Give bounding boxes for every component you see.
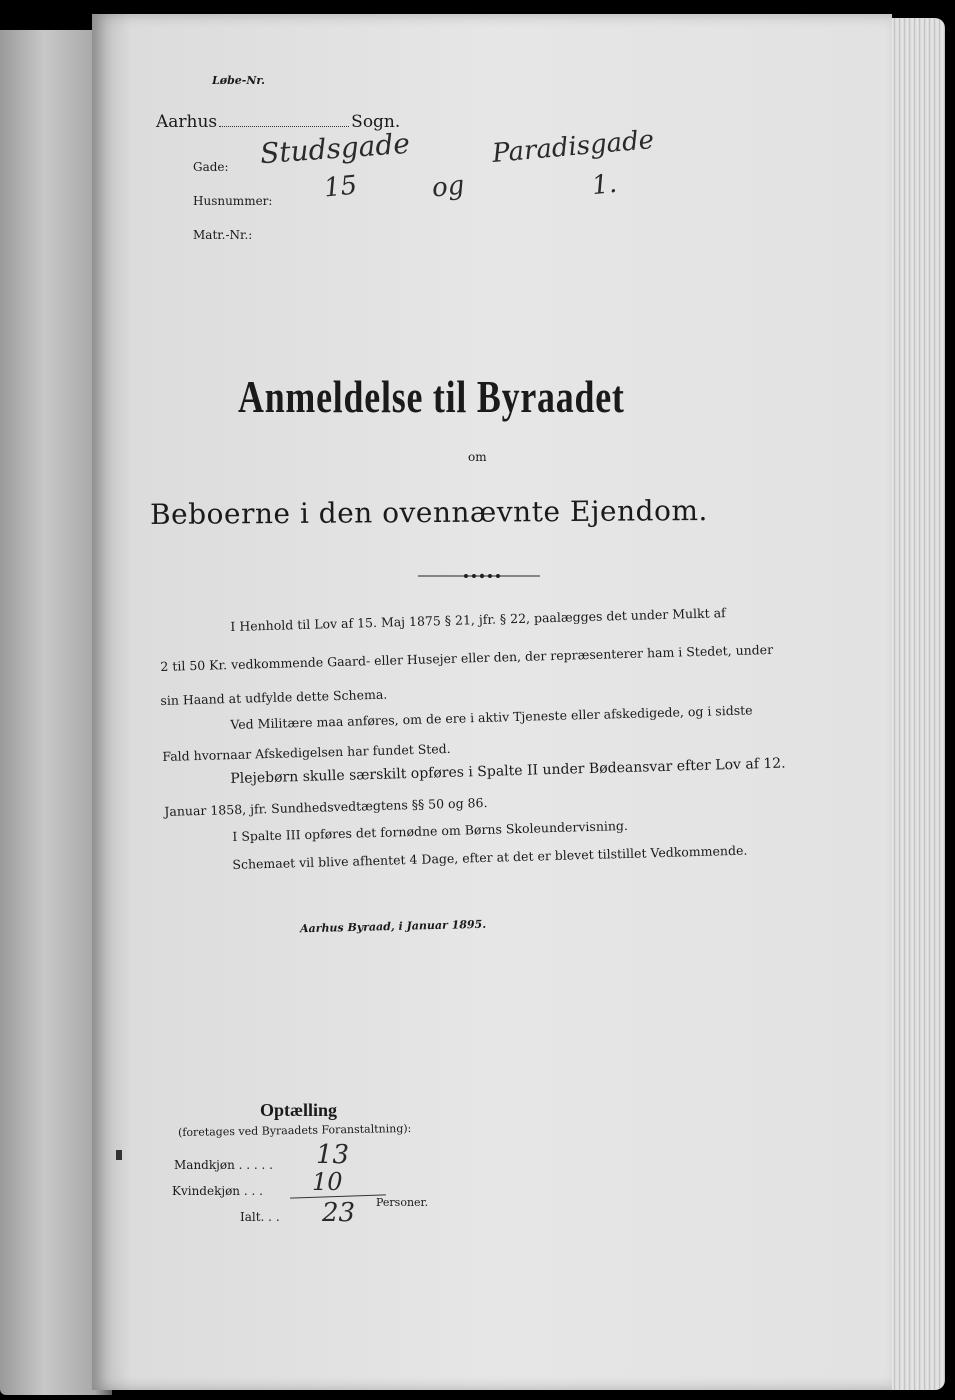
mandkjon-label: Mandkjøn . . . . .: [174, 1158, 273, 1172]
handwritten-street-2: Paradisgade: [491, 124, 656, 170]
handwritten-number-2: og: [430, 170, 466, 204]
mandkjon-value: 13: [316, 1140, 350, 1170]
kvindekjon-label: Kvindekjøn . . .: [172, 1184, 263, 1198]
sogn-blank: [219, 116, 349, 127]
ornamental-divider: [418, 572, 540, 580]
ialt-label: Ialt. . .: [240, 1210, 280, 1224]
handwritten-number-1: 15: [322, 170, 359, 204]
husnummer-label: Husnummer:: [193, 194, 273, 208]
matr-nr-label: Matr.-Nr.:: [193, 228, 253, 242]
optaelling-subtitle: (foretages ved Byraadets Foranstaltning):: [177, 1121, 412, 1140]
paragraph-3-line-2: Januar 1858, jfr. Sundhedsvedtægtens §§ 50 og 86.: [164, 794, 488, 819]
paragraph-initial: I: [230, 618, 236, 634]
sogn-label: Sogn.: [351, 112, 401, 132]
document-subtitle: Beboerne i den ovennævnte Ejendom.: [149, 494, 708, 531]
handwritten-number-3: 1.: [590, 168, 619, 202]
personer-label: Personer.: [376, 1196, 429, 1209]
paragraph-2-line-2: Fald hvornaar Afskedigelsen har fundet Sted.: [162, 740, 451, 764]
aarhus-label: Aarhus: [156, 112, 218, 132]
binding-thread: [116, 1150, 122, 1160]
om-label: om: [468, 450, 487, 464]
handwritten-street-1: Studsgade: [259, 126, 411, 171]
paragraph-2-line-1: Ved Militære maa anføres, om de ere i aktiv Tjeneste eller afskedigede, og i sidste: [230, 702, 753, 732]
paragraph-1-text-1: Henhold til Lov af 15. Maj 1875 § 21, jfr. § 22, paalægges det under Mulkt af: [239, 605, 726, 634]
lobe-nr-label: Løbe-Nr.: [212, 74, 265, 87]
paragraph-1-line-2: 2 til 50 Kr. vedkommende Gaard- eller Husejer eller den, der repræsenterer ham i Stedet, under: [160, 641, 774, 674]
paragraph-1-line-3: sin Haand at udfylde dette Schema.: [160, 686, 388, 708]
paragraph-5: Schemaet vil blive afhentet 4 Dage, efter at det er blevet tilstillet Vedkommende.: [232, 842, 748, 872]
signature-line: Aarhus Byraad, i Januar 1895.: [299, 917, 487, 936]
optaelling-title: Optælling: [260, 1100, 338, 1120]
gade-label: Gade:: [193, 160, 229, 174]
paragraph-4: I Spalte III opføres det fornødne om Børns Skoleundervisning.: [232, 817, 629, 844]
kvindekjon-value: 10: [312, 1168, 343, 1196]
document-title: Anmeldelse til Byraadet: [238, 371, 625, 422]
paragraph-3-line-1: Plejebørn skulle særskilt opføres i Spalte II under Bødeansvar efter Lov af 12.: [230, 755, 786, 787]
ialt-value: 23: [322, 1198, 356, 1228]
